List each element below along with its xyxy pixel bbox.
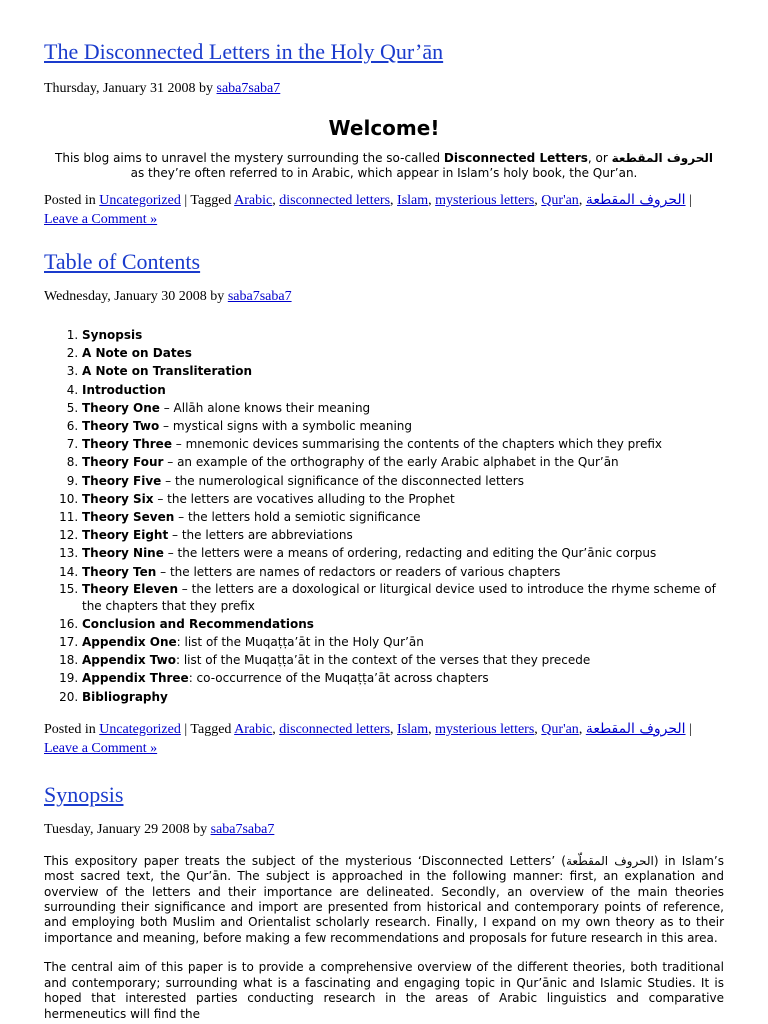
post-table-of-contents — [44, 249, 724, 758]
toc-item — [82, 581, 724, 615]
synopsis-paragraph: The central aim of this paper is to provide a comprehensive overview of the different theories, both traditional and contemporary; surrounding what is a fascinating and engaging topic in Qur’ānic and Islamic Studies. It is hoped that interested parties conducting research in the areas of Arabic linguistics and comparative hermeneutics will find the — [44, 960, 724, 1021]
toc-item — [82, 544, 724, 562]
category-link[interactable]: Uncategorized — [99, 193, 181, 208]
toc-item-description: – the letters are names of redactors or readers of various chapters — [156, 564, 561, 579]
toc-item — [82, 472, 724, 490]
tag-link[interactable]: mysterious letters — [435, 193, 535, 208]
toc-item-description: – the letters are abbreviations — [168, 528, 353, 543]
post-footer — [44, 720, 724, 758]
tagged-label: | Tagged — [180, 193, 235, 208]
tag-link[interactable]: Islam — [397, 193, 429, 208]
intro-text: , or — [587, 151, 612, 165]
toc-item — [82, 688, 724, 706]
toc-item-title: Appendix One — [82, 635, 177, 650]
toc-item-description: : list of the Muqaṭṭa’āt in the context of the verses that they precede — [175, 653, 591, 668]
toc-item-description: : list of the Muqaṭṭa’āt in the Holy Qur’ān — [176, 635, 424, 650]
toc-item-title: Theory Five — [82, 473, 162, 488]
tag-link[interactable]: Islam — [397, 721, 429, 737]
post-date: Thursday, January 31 2008 by — [44, 81, 217, 96]
toc-item-description: – an example of the orthography of the early Arabic alphabet in the Qur’ān — [163, 455, 619, 470]
tag-link[interactable]: disconnected letters — [279, 721, 391, 737]
separator: , — [390, 721, 398, 737]
toc-item — [82, 381, 724, 399]
post-title — [44, 249, 724, 275]
toc-item-description: – the numerological significance of the disconnected letters — [161, 473, 524, 488]
tag-link[interactable]: Arabic — [234, 193, 273, 208]
posted-in-label: Posted in — [44, 721, 100, 737]
toc-item-title: Theory Three — [82, 437, 172, 452]
separator: , — [578, 721, 586, 737]
author-link[interactable]: saba7saba7 — [210, 821, 275, 837]
toc-item-title: Bibliography — [82, 689, 168, 704]
toc-item-description: – the letters are a doxological or liturgical device used to introduce the rhyme scheme of the chapters that they prefix — [82, 581, 716, 613]
toc-list — [44, 326, 724, 706]
toc-item-title: Theory One — [82, 400, 160, 415]
tag-link[interactable]: Qur'an — [541, 193, 579, 208]
toc-item — [82, 669, 724, 687]
toc-item-title: Theory Nine — [82, 546, 164, 561]
tag-link[interactable]: الحروف المقطعة — [585, 720, 686, 737]
tag-link[interactable]: Arabic — [234, 721, 273, 737]
post-meta — [44, 820, 724, 840]
toc-item — [82, 399, 724, 417]
post-title — [44, 0, 724, 65]
author-link[interactable]: saba7saba7 — [227, 289, 292, 304]
post-footer — [44, 191, 724, 229]
toc-item — [82, 508, 724, 526]
post-title-link[interactable]: Synopsis — [44, 781, 124, 807]
toc-item-title: A Note on Transliteration — [82, 364, 253, 379]
synopsis-paragraph: This expository paper treats the subject of the mysterious ‘Disconnected Letters’ (الحروف المقطّعة) in Islam’s most sacred text, the Qur’ān. The subject is approached in the following manner: first, an explanation and overview of the letters and their importance are delineated. Secondly, an overview of the main theories surrounding their significance and import are presented from historical and contemporary points of reference, and employing both Muslim and Orientalist scholarly research. Finally, I expand on my own theory as to their importance and meaning, before making a few recommendations and proposals for future research in this area. — [44, 853, 724, 945]
posted-in-label: Posted in — [44, 193, 100, 208]
separator: , — [428, 721, 436, 737]
tagged-label: | Tagged — [180, 721, 235, 737]
toc-item-title: Appendix Three — [82, 671, 189, 686]
tag-link[interactable]: disconnected letters — [279, 193, 391, 208]
separator: , — [272, 721, 280, 737]
toc-item — [82, 615, 724, 633]
separator: , — [534, 193, 542, 208]
toc-item — [82, 435, 724, 453]
post-meta — [44, 287, 724, 307]
intro-bold: Disconnected Letters — [443, 151, 588, 165]
toc-item — [82, 526, 724, 544]
post-title-link[interactable]: The Disconnected Letters in the Holy Qur’ān — [44, 39, 444, 64]
intro-text: as they’re often referred to in Arabic, which appear in Islam’s holy book, the Qur’an. — [130, 166, 638, 180]
toc-item-description: – the letters were a means of ordering, redacting and editing the Qur’ānic corpus — [163, 546, 657, 561]
toc-item-title: Theory Four — [82, 455, 164, 470]
toc-item-description: – the letters are vocatives alluding to the Prophet — [153, 491, 455, 506]
toc-item — [82, 563, 724, 581]
toc-item-title: Conclusion and Recommendations — [82, 616, 314, 631]
post-title-link[interactable]: Table of Contents — [44, 249, 201, 274]
separator: , — [272, 193, 280, 208]
toc-item — [82, 490, 724, 508]
toc-item-title: Theory Six — [82, 491, 154, 506]
toc-item-title: Theory Two — [82, 419, 160, 434]
toc-item-title: Appendix Two — [82, 653, 176, 668]
separator: | — [685, 193, 692, 208]
separator: , — [428, 193, 436, 208]
author-link[interactable]: saba7saba7 — [216, 81, 281, 96]
separator: , — [534, 721, 542, 737]
tag-link[interactable]: الحروف المقطعة — [585, 192, 686, 208]
toc-item-description: – mystical signs with a symbolic meaning — [159, 419, 413, 434]
post-meta — [44, 79, 724, 99]
tag-link[interactable]: mysterious letters — [435, 721, 535, 737]
toc-item-title: Theory Seven — [82, 510, 175, 525]
toc-item-title: Theory Ten — [82, 564, 157, 579]
toc-item-title: A Note on Dates — [82, 346, 192, 361]
category-link[interactable]: Uncategorized — [99, 721, 181, 737]
welcome-heading: Welcome! — [328, 116, 440, 140]
toc-item-description: – mnemonic devices summarising the contents of the chapters which they prefix — [171, 437, 662, 452]
separator: , — [390, 193, 398, 208]
separator: | — [685, 721, 692, 737]
intro-arabic: الحروف المقطعة — [611, 151, 713, 165]
toc-item — [82, 633, 724, 651]
toc-item-title: Introduction — [82, 382, 166, 397]
toc-item — [82, 651, 724, 669]
toc-item-description: : co-occurrence of the Muqaṭṭa’āt across chapters — [188, 671, 489, 686]
post-welcome — [44, 0, 724, 229]
toc-item-title: Theory Eight — [82, 528, 169, 543]
leave-comment-link[interactable]: Leave a Comment » — [44, 212, 158, 227]
intro-paragraph — [44, 151, 724, 181]
post-date: Tuesday, January 29 2008 by — [44, 821, 211, 837]
toc-item — [82, 344, 724, 362]
toc-item-title: Synopsis — [82, 328, 143, 342]
leave-comment-link[interactable]: Leave a Comment » — [44, 740, 158, 756]
toc-item-description: – the letters hold a semiotic significance — [174, 510, 421, 525]
tag-link[interactable]: Qur'an — [541, 721, 579, 737]
separator: , — [578, 193, 586, 208]
intro-text: This blog aims to unravel the mystery surrounding the so-called — [55, 151, 444, 165]
toc-item-title: Theory Eleven — [82, 581, 178, 596]
toc-item — [82, 453, 724, 471]
post-synopsis — [44, 782, 724, 1022]
toc-item — [82, 417, 724, 435]
toc-item-description: – Allāh alone knows their meaning — [159, 400, 371, 415]
toc-item — [82, 362, 724, 380]
post-date: Wednesday, January 30 2008 by — [44, 289, 228, 304]
toc-item — [82, 326, 724, 344]
post-title — [44, 782, 724, 808]
